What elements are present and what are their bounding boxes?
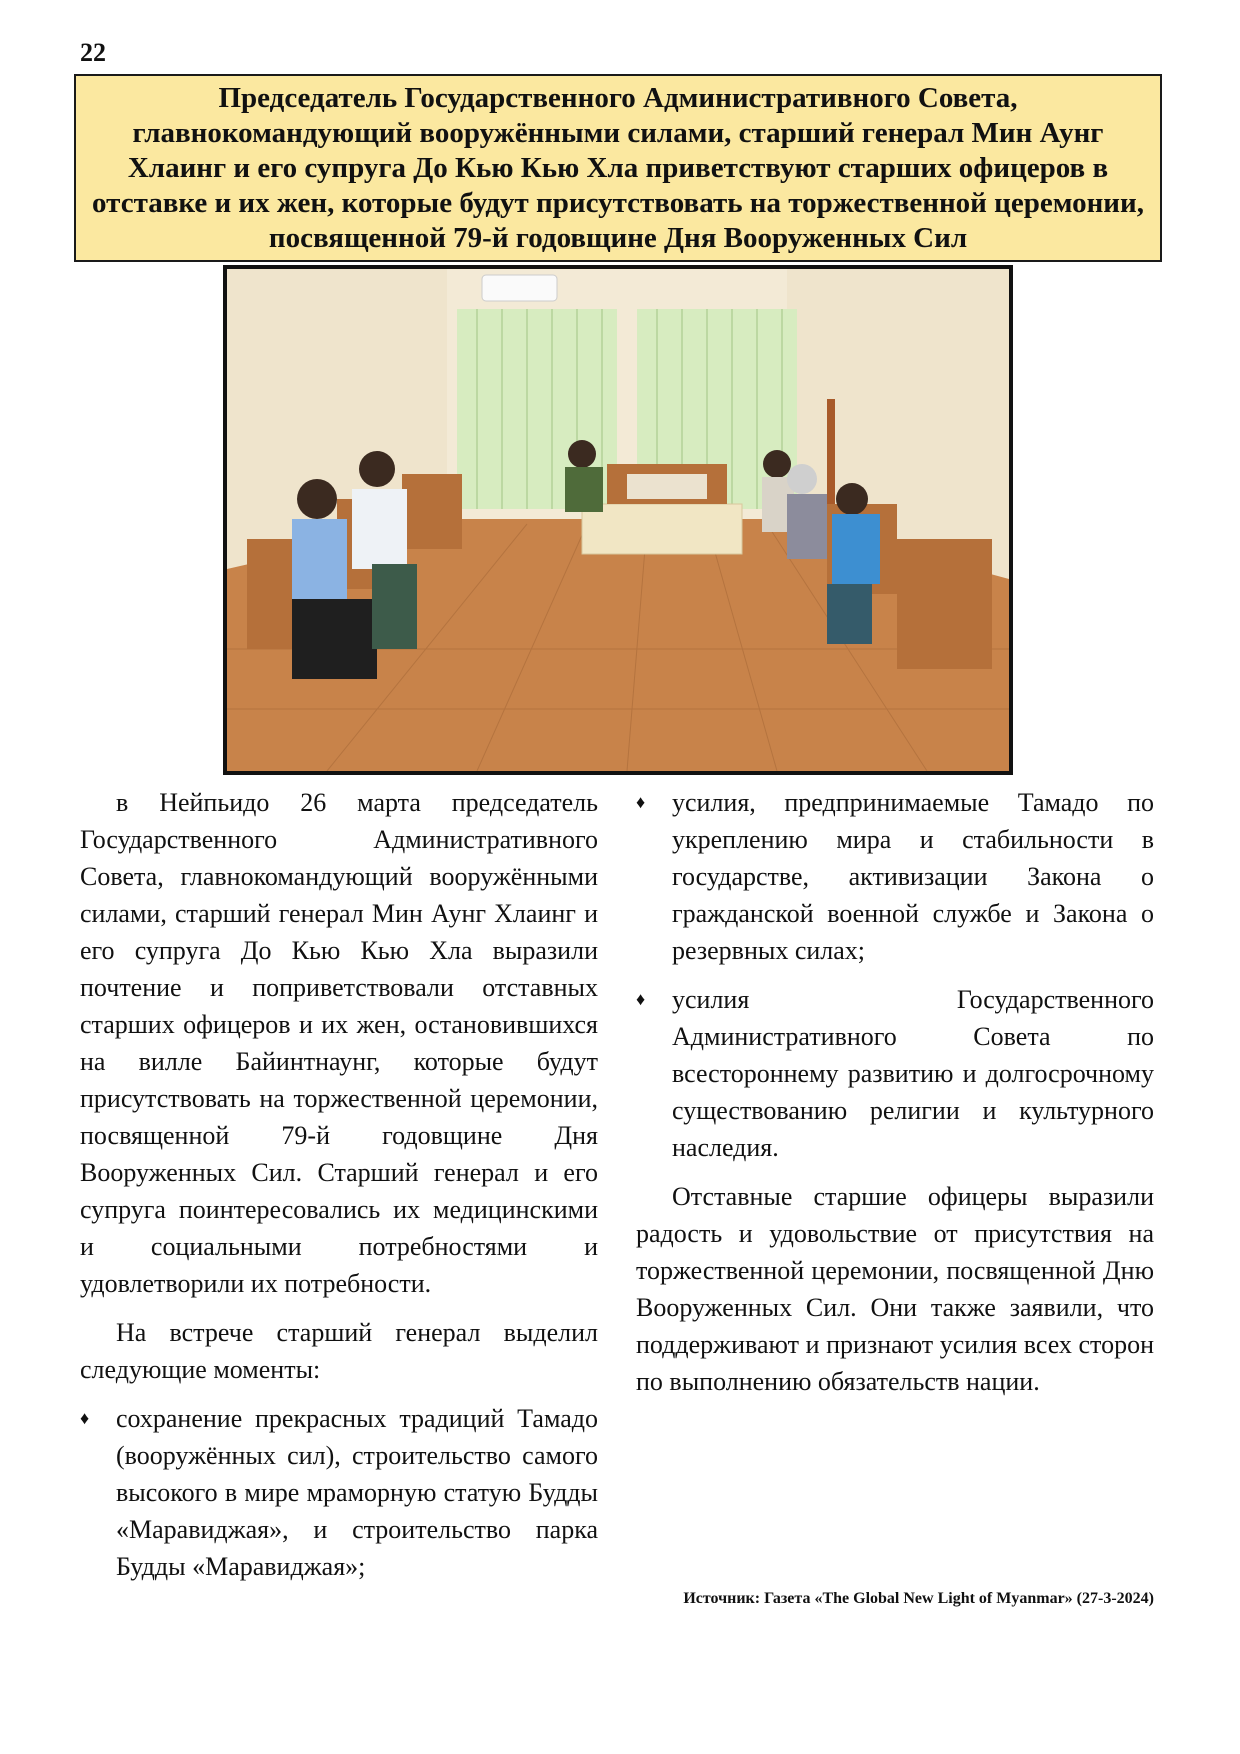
headline: Председатель Государственного Административного Совета, главнокомандующий вооружёнными силами, старший генерал Мин Аунг Хлаинг и его супруга До Кью Кью Хла приветствуют старших офицеров в отставке и их жен, которые будут присутствовать на торжественной церемонии, посвященной 79-й годовщине Дня Вооруженных Сил (92, 81, 1144, 254)
paragraph-conclusion: Отставные старшие офицеры выразили радость и удовольствие от присутствия на торжественной церемонии, посвященной Дню Вооруженных Сил. Они также заявили, что поддерживают и признают усилия всех сторон по выполнению обязательств нации. (636, 1182, 1154, 1396)
bullet-list-right (636, 784, 1154, 1166)
air-conditioner (482, 275, 557, 301)
left-column (80, 784, 598, 1597)
paragraph-intro: в Нейпьидо 26 марта председатель Государственного Административного Совета, главнокомандующий вооружёнными силами, старший генерал Мин Аунг Хлаинг и его супруга До Кью Кью Хла выразили почтение и поприветствовали отставных старших офицеров и их жен, остановившихся на вилле Байинтнаунг, которые будут присутствовать на торжественной церемонии, посвященной 79-й годовщине Дня Вооруженных Сил. Старший генерал и его супруга поинтересовались их медицинскими и социальными потребностями и удовлетворили их потребности. (80, 788, 598, 1298)
diamond-bullet-icon: ♦ (636, 792, 646, 812)
page-number: 22 (80, 38, 106, 67)
paragraph-highlights: На встрече старший генерал выделил следующие моменты: (80, 1318, 598, 1384)
list-item (636, 981, 1154, 1166)
list-item (80, 1400, 598, 1585)
list-item (636, 784, 1154, 969)
bullet-text: усилия, предпринимаемые Тамадо по укреплению мира и стабильности в государстве, активизации Закона о гражданской военной службе и Закона о резервных силах; (672, 788, 1154, 965)
diamond-bullet-icon: ♦ (636, 989, 646, 1009)
headline-box (74, 74, 1162, 262)
coffee-table (582, 504, 742, 554)
meeting-photo-illustration (227, 269, 1009, 771)
bullet-text: усилия Государственного Административного Совета по всестороннему развитию и долгосрочному существованию религии и культурного наследия. (672, 985, 1154, 1162)
right-column (636, 784, 1154, 1412)
source-credit: Источник: Газета «The Global New Light of Myanmar» (27-3-2024) (683, 1590, 1154, 1607)
bullet-text: сохранение прекрасных традиций Тамадо (вооружённых сил), строительство самого высокого в мире мраморную статую Будды «Маравиджая», и строительство парка Будды «Маравиджая»; (116, 1404, 598, 1581)
bullet-list-left (80, 1400, 598, 1585)
diamond-bullet-icon: ♦ (80, 1408, 90, 1428)
meeting-photo (223, 265, 1013, 775)
